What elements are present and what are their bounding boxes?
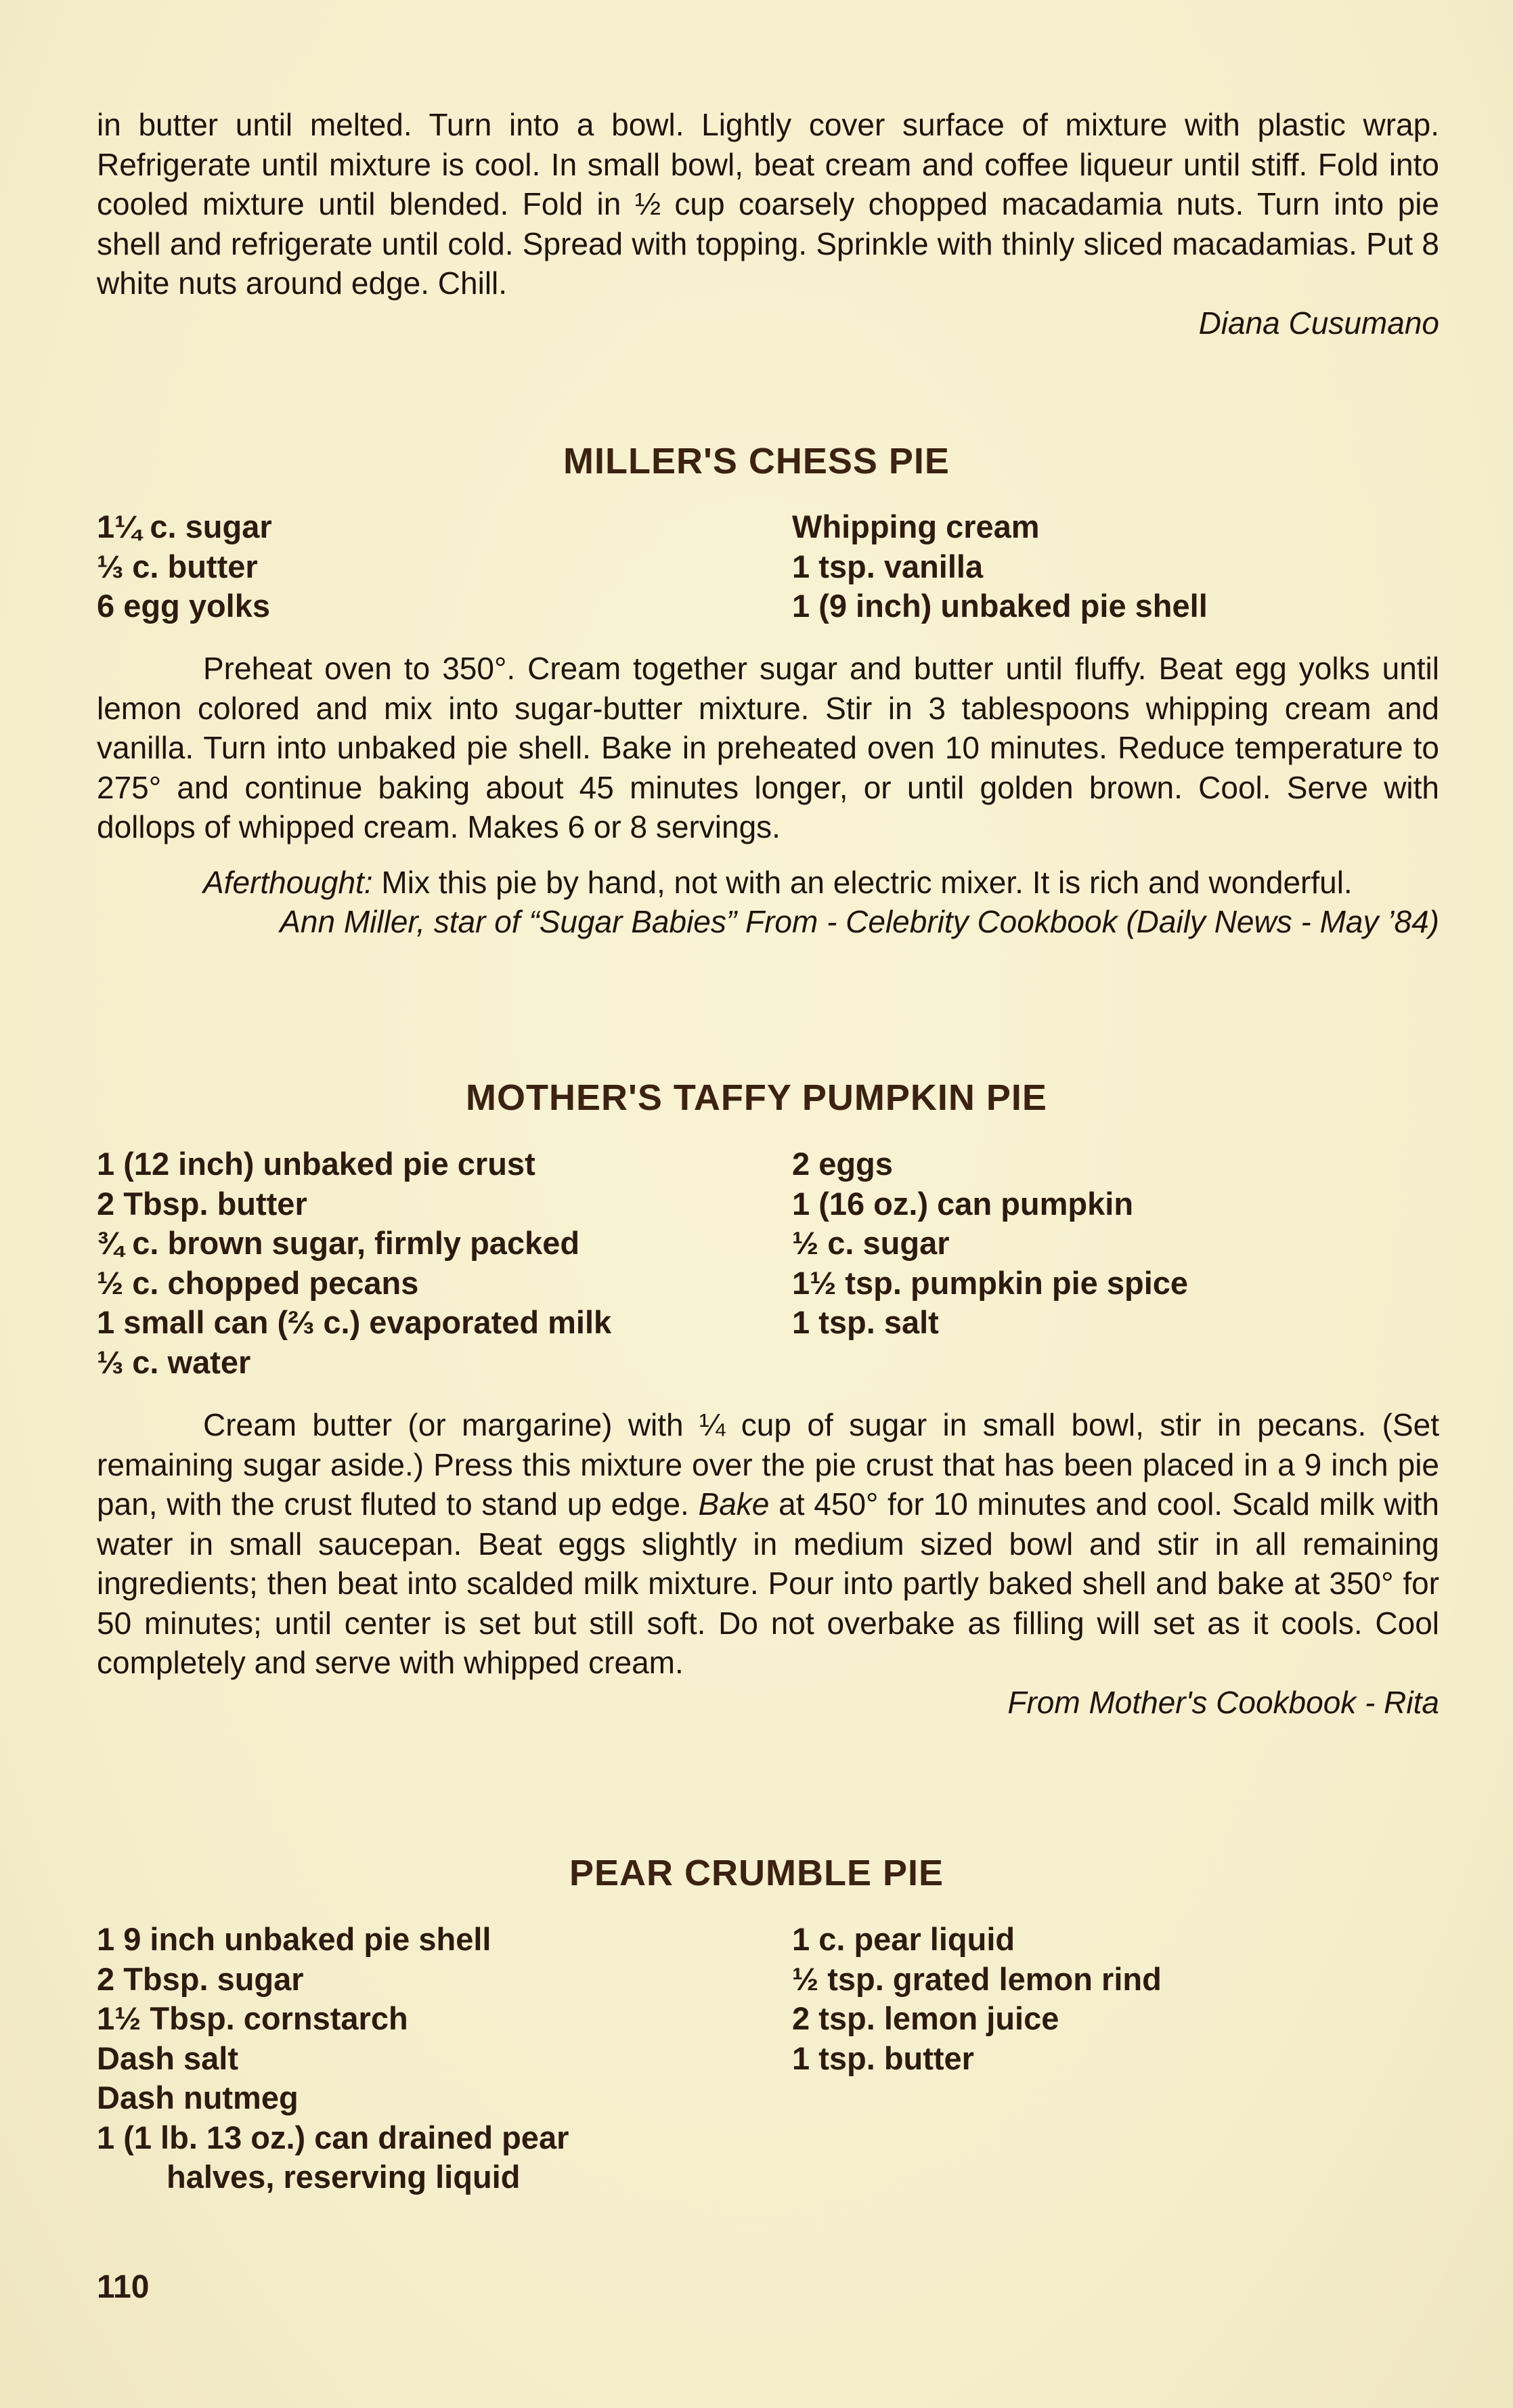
pear-pie-title: PEAR CRUMBLE PIE — [569, 1853, 944, 1893]
directions-part1: Cream butter (or margarine) with ¼ cup of sugar in small bowl, stir in pecans. (Set remaining sugar aside.) Press this mixture over the pie crust that has been placed in a 9 inch pie pan, with the crust fluted to stand up edge. — [97, 1407, 1439, 1522]
ingredient-item: 1 tsp. salt — [792, 1304, 939, 1340]
ingredient-item: 1 (9 inch) unbaked pie shell — [792, 588, 1208, 624]
chess-pie-ingredients-right — [792, 507, 1208, 626]
ingredient-item: 1 (1 lb. 13 oz.) can drained pear — [97, 2119, 569, 2155]
pumpkin-pie-body — [97, 1405, 1439, 1722]
ingredient-item: 1 small can (⅔ c.) evaporated milk — [97, 1304, 612, 1340]
chess-pie-directions: Preheat oven to 350°. Cream together sugar and butter until fluffy. Beat egg yolks until lemon colored and mix into sugar-butter mixture. Stir in 3 tablespoons whipping cream and vanilla. Turn into unbaked pie shell. Bake in preheated oven 10 minutes. Reduce temperature to 275° and continue baking about 45 minutes longer, or until golden brown. Cool. Serve with dollops of whipped cream. Makes 6 or 8 servings. — [97, 651, 1439, 844]
ingredient-item: 1¼ c. sugar — [97, 509, 272, 544]
pumpkin-pie-ingredients-left — [97, 1144, 611, 1382]
ingredient-item: 2 Tbsp. sugar — [97, 1960, 304, 1997]
pumpkin-pie-directions — [97, 1405, 1439, 1683]
pumpkin-pie-ingredients-right — [792, 1144, 1188, 1343]
ingredient-item: ½ tsp. grated lemon rind — [792, 1960, 1162, 1997]
ingredient-item: Whipping cream — [792, 509, 1040, 544]
ingredient-item: 1½ Tbsp. cornstarch — [97, 2000, 408, 2036]
chess-pie-ingredients-left — [97, 507, 272, 626]
directions-part2: at 450° for 10 minutes and cool. Scald milk with water in small saucepan. Beat eggs slightly in medium sized bowl and stir in all remaining ingredients; then beat into scalded milk mixture. Pour into partly baked shell and bake at 350° for 50 minutes; until center is set but still soft. Do not overbake as filling will set as it cools. Cool completely and serve with whipped cream. — [97, 1486, 1439, 1680]
ingredient-item: ⅓ c. butter — [97, 548, 258, 584]
intro-section — [97, 105, 1439, 343]
page-number: 110 — [97, 2269, 150, 2305]
directions-bake-word: Bake — [698, 1486, 770, 1522]
ingredient-item: 1 tsp. butter — [792, 2040, 974, 2076]
intro-credit: Diana Cusumano — [1198, 305, 1439, 341]
ingredient-item: ¾ c. brown sugar, firmly packed — [97, 1225, 580, 1261]
chess-pie-body — [97, 649, 1439, 941]
chess-pie-title: MILLER'S CHESS PIE — [563, 441, 950, 481]
chess-pie-credit: Ann Miller, star of “Sugar Babies” From - Celebrity Cookbook (Daily News - May ’84) — [280, 904, 1439, 939]
ingredient-item: 1 tsp. vanilla — [792, 548, 984, 584]
ingredient-item: ½ c. chopped pecans — [97, 1264, 419, 1301]
ingredient-item: 1 (16 oz.) can pumpkin — [792, 1185, 1134, 1222]
chess-pie-afterthought — [97, 863, 1439, 903]
afterthought-label: Aferthought: — [203, 864, 373, 900]
ingredient-item: 1 (12 inch) unbaked pie crust — [97, 1146, 535, 1182]
ingredient-item-continued: halves, reserving liquid — [167, 2159, 521, 2195]
intro-paragraph: in butter until melted. Turn into a bowl. Lightly cover surface of mixture with plastic wrap. Refrigerate until mixture is cool. In small bowl, beat cream and coffee liqueur until stiff. Fold into cooled mixture until blended. Fold in ½ cup coarsely chopped macadamia nuts. Turn into pie shell and refrigerate until cold. Spread with topping. Sprinkle with thinly sliced macadamias. Put 8 white nuts around edge. Chill. — [97, 107, 1439, 301]
ingredient-item: 2 tsp. lemon juice — [792, 2000, 1059, 2036]
ingredient-item: 1 9 inch unbaked pie shell — [97, 1921, 491, 1957]
pear-pie-ingredients-right — [792, 1920, 1162, 2078]
ingredient-item: 1 c. pear liquid — [792, 1921, 1015, 1957]
pear-pie-ingredients-left — [97, 1920, 569, 2197]
ingredient-item: ½ c. sugar — [792, 1225, 950, 1261]
ingredient-item: 2 eggs — [792, 1146, 893, 1182]
ingredient-item: 2 Tbsp. butter — [97, 1185, 307, 1222]
ingredient-item: Dash nutmeg — [97, 2080, 299, 2115]
afterthought-text: Mix this pie by hand, not with an electric mixer. It is rich and wonderful. — [372, 864, 1353, 900]
ingredient-item: ⅓ c. water — [97, 1343, 251, 1380]
ingredient-item: Dash salt — [97, 2040, 238, 2076]
ingredient-item: 6 egg yolks — [97, 588, 270, 624]
ingredient-item: 1½ tsp. pumpkin pie spice — [792, 1264, 1189, 1301]
pumpkin-pie-credit: From Mother's Cookbook - Rita — [1007, 1684, 1439, 1720]
pumpkin-pie-title: MOTHER'S TAFFY PUMPKIN PIE — [466, 1077, 1047, 1118]
